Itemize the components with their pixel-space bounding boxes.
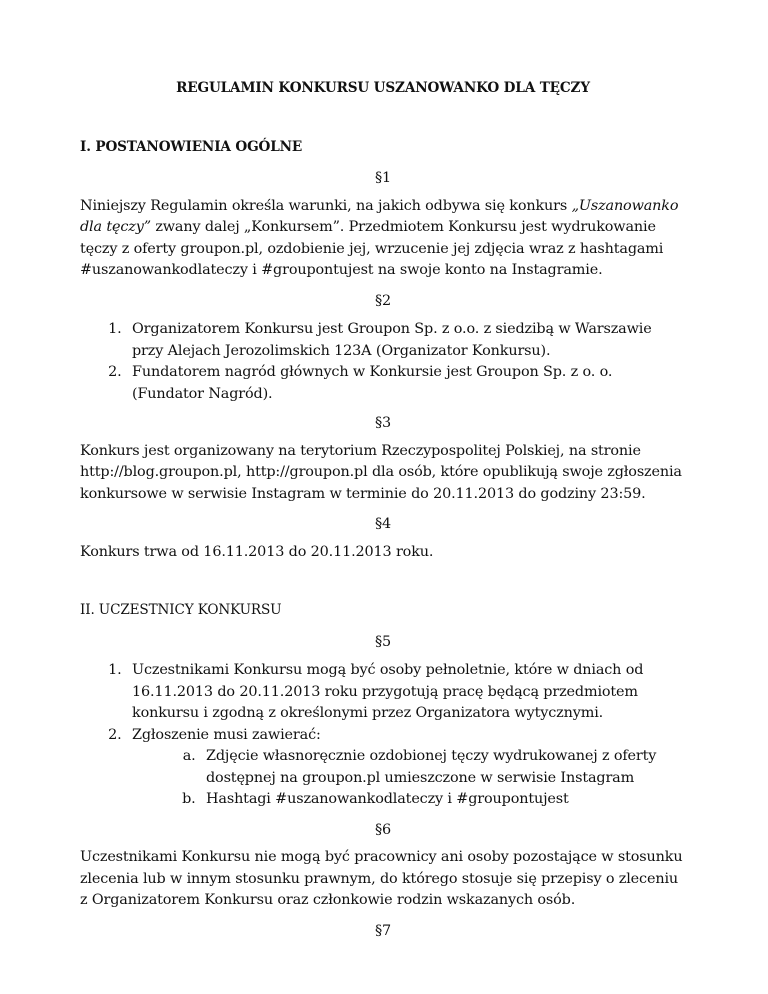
list-item: 2. Fundatorem nagród głównych w Konkursie jest Groupon Sp. z o. o. (Fundator Nagród).: [126, 362, 686, 405]
document-content: [80, 78, 686, 942]
list-item: 1. Organizatorem Konkursu jest Groupon Sp. z o.o. z siedzibą w Warszawie przy Alejach Jerozolimskich 123A (Organizator Konkursu).: [126, 319, 686, 362]
paragraph-1-text: [80, 196, 686, 282]
list-item-text: Zgłoszenie musi zawierać:: [132, 726, 321, 743]
paragraph-1-text-start: Niniejszy Regulamin określa warunki, na jakich odbywa się konkurs: [80, 197, 572, 214]
document-title: REGULAMIN KONKURSU USZANOWANKO DLA TĘCZY: [176, 80, 590, 96]
paragraph-3-text: Konkurs jest organizowany na terytorium Rzeczypospolitej Polskiej, na stronie http://blog.groupon.pl, http://groupon.pl dla osób, które opublikują swoje zgłoszenia konkursowe w serwisie Instagram w terminie do 20.11.2013 do godziny 23:59.: [80, 442, 682, 502]
paragraph-mark-5: §5: [374, 633, 392, 650]
paragraph-mark-2: §2: [374, 292, 392, 309]
list-item: [126, 725, 686, 811]
paragraph-2-list: [80, 319, 686, 405]
paragraph-mark-6: §6: [374, 821, 392, 838]
section-1-heading: I. POSTANOWIENIA OGÓLNE: [80, 138, 303, 155]
paragraph-mark-1: §1: [374, 170, 392, 186]
contest-name: „Uszanowanko dla tęczy”: [80, 197, 679, 235]
paragraph-4-text: Konkurs trwa od 16.11.2013 do 20.11.2013 roku.: [80, 543, 434, 560]
section-2-heading: II. UCZESTNICY KONKURSU: [80, 602, 282, 618]
list-item: 1. Uczestnikami Konkursu mogą być osoby pełnoletnie, które w dniach od 16.11.2013 do 20.11.2013 roku przygotują pracę będącą przedmiotem konkursu i zgodną z określonymi przez Organizatora wytycznymi.: [126, 660, 686, 725]
paragraph-6-text: Uczestnikami Konkursu nie mogą być pracownicy ani osoby pozostające w stosunku zlecenia lub w innym stosunku prawnym, do którego stosuje się przepisy o zleceniu z Organizatorem Konkursu oraz członkowie rodzin wskazanych osób.: [80, 849, 683, 908]
paragraph-5-sublist: [132, 746, 686, 811]
paragraph-5-list: [80, 660, 686, 811]
sublist-item: b. Hashtagi #uszanowankodlateczy i #groupontujest: [200, 789, 686, 811]
paragraph-1-text-end: zwany dalej „Konkursem”. Przedmiotem Konkursu jest wydrukowanie tęczy z oferty groupon.pl, ozdobienie jej, wrzucenie jej zdjęcia wraz z hashtagami #uszanowankodlateczy i #groupontujest na swoje konto na Instagramie.: [80, 219, 664, 278]
paragraph-mark-4: §4: [374, 516, 392, 532]
paragraph-mark-3: §3: [374, 415, 392, 431]
sublist-item: a. Zdjęcie własnoręcznie ozdobionej tęczy wydrukowanej z oferty dostępnej na groupon.pl umieszczone w serwisie Instagram: [200, 746, 686, 789]
paragraph-mark-7: §7: [374, 922, 392, 939]
